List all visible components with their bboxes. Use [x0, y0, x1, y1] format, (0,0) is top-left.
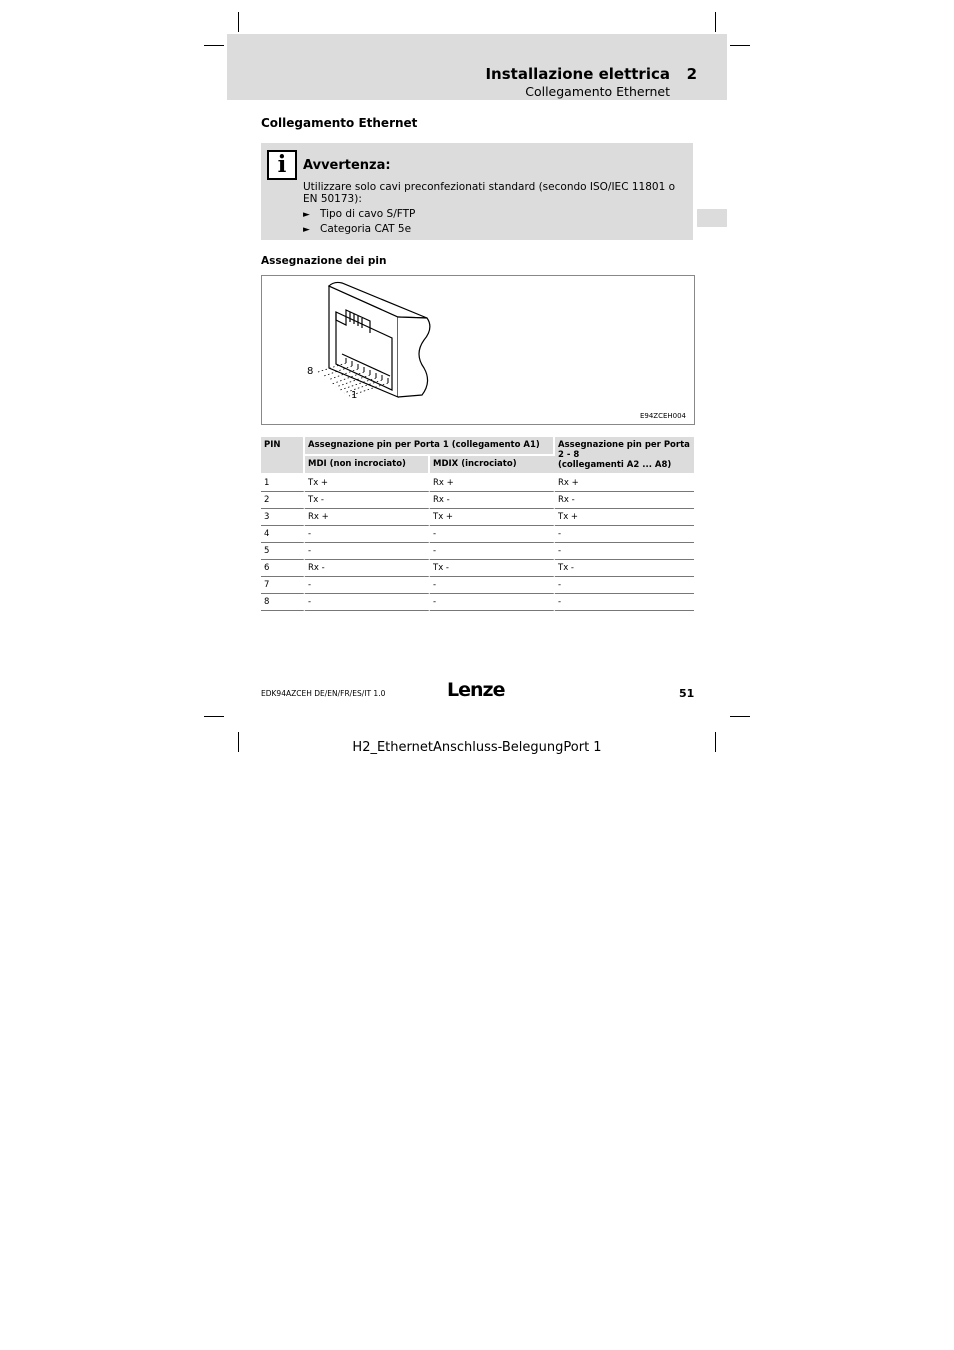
mdix-value: Tx -: [430, 560, 555, 577]
page-header: [227, 34, 727, 100]
pin-section-title: Assegnazione dei pin: [261, 255, 387, 267]
pin-8-label: 8: [307, 366, 314, 377]
chapter-number: 2: [686, 65, 697, 83]
port2-value: Tx -: [555, 560, 694, 577]
pin-number: 1: [261, 475, 305, 492]
list-item: [303, 208, 415, 220]
crop-mark: [730, 716, 750, 717]
table-row: [261, 509, 694, 526]
list-item: [303, 223, 411, 235]
column-header-mdi: MDI (non incrociato): [305, 456, 430, 475]
port2-value: -: [555, 543, 694, 560]
mdix-value: -: [430, 594, 555, 611]
pin-number: 3: [261, 509, 305, 526]
mdi-value: -: [305, 594, 430, 611]
pin-number: 4: [261, 526, 305, 543]
chapter-title: Installazione elettrica: [485, 65, 670, 83]
mdi-value: Rx +: [305, 509, 430, 526]
mdi-value: -: [305, 526, 430, 543]
info-icon: i: [267, 150, 297, 180]
column-header-port2: Assegnazione pin per Porta 2 - 8 (collegamenti A2 ... A8): [555, 437, 694, 475]
mdix-value: -: [430, 577, 555, 594]
table-row: [261, 492, 694, 509]
arrow-right-icon: ►: [303, 210, 310, 220]
column-header-mdix: MDIX (incrociato): [430, 456, 555, 475]
mdi-value: -: [305, 543, 430, 560]
mdi-value: -: [305, 577, 430, 594]
chapter-tab-marker: [697, 209, 727, 227]
note-title: Avvertenza:: [303, 158, 391, 173]
mdix-value: Rx -: [430, 492, 555, 509]
mdi-value: Rx -: [305, 560, 430, 577]
mdix-value: Tx +: [430, 509, 555, 526]
note-text: Utilizzare solo cavi preconfezionati standard (secondo ISO/IEC 11801 o EN 50173):: [303, 181, 676, 205]
mdix-value: -: [430, 526, 555, 543]
page-number: 51: [679, 687, 695, 700]
pin-1-label: 1: [351, 390, 358, 401]
pin-number: 8: [261, 594, 305, 611]
image-caption: H2_EthernetAnschluss-BelegungPort 1: [352, 740, 602, 755]
port2-value: -: [555, 577, 694, 594]
crop-mark: [204, 716, 224, 717]
crop-mark: [204, 45, 224, 46]
table-row: [261, 577, 694, 594]
section-title: Collegamento Ethernet: [261, 116, 418, 130]
table-row: [261, 560, 694, 577]
table-row: [261, 475, 694, 492]
table-row: [261, 543, 694, 560]
pin-assignment-table: [261, 437, 694, 611]
table-row: [261, 594, 694, 611]
rj45-socket-drawing: [262, 276, 694, 424]
section-subtitle: Collegamento Ethernet: [525, 84, 670, 99]
port2-value: Rx -: [555, 492, 694, 509]
figure-code: E94ZCEH004: [639, 412, 686, 420]
mdi-value: Tx +: [305, 475, 430, 492]
port2-value: -: [555, 526, 694, 543]
lenze-logo: Lenze: [447, 679, 505, 701]
mdix-value: Rx +: [430, 475, 555, 492]
crop-mark: [730, 45, 750, 46]
crop-mark: [238, 12, 239, 32]
mdix-value: -: [430, 543, 555, 560]
arrow-right-icon: ►: [303, 225, 310, 235]
port2-value: Rx +: [555, 475, 694, 492]
list-item-text: Categoria CAT 5e: [320, 223, 412, 235]
column-header-port1: Assegnazione pin per Porta 1 (collegamento A1): [305, 437, 555, 456]
port2-value: -: [555, 594, 694, 611]
pin-number: 6: [261, 560, 305, 577]
pin-number: 2: [261, 492, 305, 509]
port2-value: Tx +: [555, 509, 694, 526]
column-header-pin: PIN: [261, 437, 305, 475]
mdi-value: Tx -: [305, 492, 430, 509]
crop-mark: [715, 12, 716, 32]
pin-number: 5: [261, 543, 305, 560]
pin-number: 7: [261, 577, 305, 594]
table-row: [261, 526, 694, 543]
list-item-text: Tipo di cavo S/FTP: [320, 208, 416, 220]
document-code: EDK94AZCEH DE/EN/FR/ES/IT 1.0: [261, 689, 386, 698]
rj45-figure: [261, 275, 695, 425]
warning-note: [261, 143, 693, 240]
